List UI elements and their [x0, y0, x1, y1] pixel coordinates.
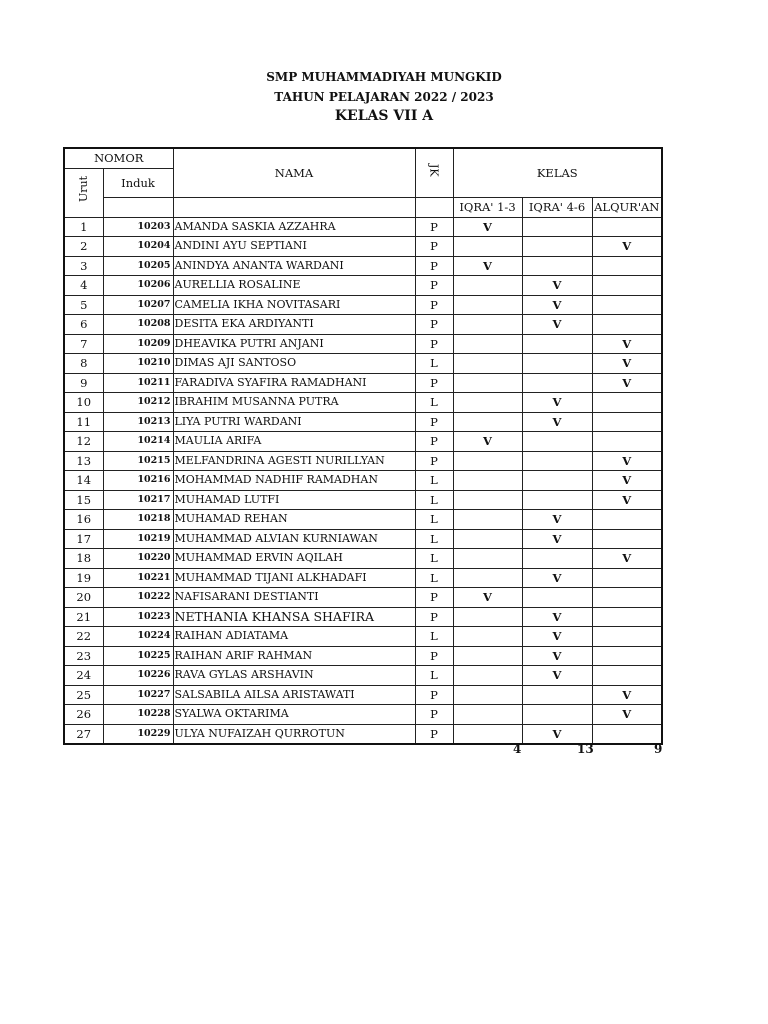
row-iqra-1-3 — [453, 568, 522, 588]
row-name: RAVA GYLAS ARSHAVIN — [173, 666, 415, 686]
school-name: SMP MUHAMMADIYAH MUNGKID — [266, 70, 502, 84]
table-row — [64, 412, 662, 432]
row-iqra-4-6 — [522, 217, 592, 237]
row-gender: P — [415, 373, 453, 393]
header-nomor: NOMOR — [64, 148, 173, 169]
row-iqra-4-6 — [522, 237, 592, 257]
row-iqra-4-6 — [522, 334, 592, 354]
row-name: AMANDA SASKIA AZZAHRA — [173, 217, 415, 237]
table-row — [64, 373, 662, 393]
row-induk: 10216 — [103, 471, 173, 491]
row-induk: 10222 — [103, 588, 173, 608]
row-gender: P — [415, 412, 453, 432]
row-gender: P — [415, 588, 453, 608]
row-iqra-1-3 — [453, 627, 522, 647]
row-iqra-4-6 — [522, 705, 592, 725]
row-name: AURELLIA ROSALINE — [173, 276, 415, 296]
row-iqra-1-3 — [453, 334, 522, 354]
row-iqra-4-6 — [522, 471, 592, 491]
row-name: RAIHAN ADIATAMA — [173, 627, 415, 647]
row-gender: P — [415, 334, 453, 354]
row-induk: 10209 — [103, 334, 173, 354]
row-number: 17 — [64, 529, 103, 549]
row-iqra-4-6 — [522, 588, 592, 608]
table-row — [64, 217, 662, 237]
row-number: 14 — [64, 471, 103, 491]
row-alquran: V — [592, 237, 662, 257]
row-induk: 10208 — [103, 315, 173, 335]
table-row — [64, 490, 662, 510]
row-gender: L — [415, 666, 453, 686]
row-name: MUHAMMAD ALVIAN KURNIAWAN — [173, 529, 415, 549]
row-name: DHEAVIKA PUTRI ANJANI — [173, 334, 415, 354]
row-alquran: V — [592, 451, 662, 471]
row-gender: L — [415, 549, 453, 569]
row-induk: 10227 — [103, 685, 173, 705]
row-iqra-4-6: V — [522, 412, 592, 432]
row-alquran — [592, 295, 662, 315]
row-induk: 10229 — [103, 724, 173, 744]
row-iqra-1-3 — [453, 666, 522, 686]
header-blank-nama — [173, 198, 415, 218]
row-gender: L — [415, 393, 453, 413]
row-iqra-1-3 — [453, 393, 522, 413]
row-induk: 10206 — [103, 276, 173, 296]
row-name: MOHAMMAD NADHIF RAMADHAN — [173, 471, 415, 491]
row-gender: L — [415, 510, 453, 530]
row-alquran: V — [592, 490, 662, 510]
row-iqra-4-6: V — [522, 529, 592, 549]
row-iqra-4-6: V — [522, 315, 592, 335]
row-gender: P — [415, 705, 453, 725]
row-alquran — [592, 627, 662, 647]
row-induk: 10224 — [103, 627, 173, 647]
row-gender: L — [415, 529, 453, 549]
row-gender: P — [415, 607, 453, 627]
row-name: NETHANIA KHANSA SHAFIRA — [173, 607, 415, 627]
row-alquran: V — [592, 334, 662, 354]
row-name: SYALWA OKTARIMA — [173, 705, 415, 725]
row-gender: P — [415, 451, 453, 471]
header-nama: NAMA — [173, 148, 415, 198]
row-iqra-4-6 — [522, 685, 592, 705]
row-gender: L — [415, 568, 453, 588]
row-name: FARADIVA SYAFIRA RAMADHANI — [173, 373, 415, 393]
row-number: 11 — [64, 412, 103, 432]
row-iqra-4-6 — [522, 373, 592, 393]
table-row — [64, 529, 662, 549]
row-number: 13 — [64, 451, 103, 471]
row-number: 6 — [64, 315, 103, 335]
row-alquran — [592, 724, 662, 744]
class-title: KELAS VII A — [334, 108, 434, 124]
row-induk: 10214 — [103, 432, 173, 452]
row-number: 19 — [64, 568, 103, 588]
row-induk: 10215 — [103, 451, 173, 471]
row-name: MAULIA ARIFA — [173, 432, 415, 452]
row-induk: 10221 — [103, 568, 173, 588]
row-induk: 10225 — [103, 646, 173, 666]
row-alquran — [592, 568, 662, 588]
table-row — [64, 724, 662, 744]
row-name: DIMAS AJI SANTOSO — [173, 354, 415, 374]
row-alquran — [592, 432, 662, 452]
header-urut — [64, 169, 103, 218]
row-gender: P — [415, 646, 453, 666]
row-induk: 10203 — [103, 217, 173, 237]
row-alquran — [592, 276, 662, 296]
row-iqra-4-6: V — [522, 295, 592, 315]
header-urut-label: Urut — [77, 175, 91, 202]
student-table — [63, 147, 663, 745]
header-kelas: KELAS — [453, 148, 662, 198]
row-iqra-1-3 — [453, 412, 522, 432]
row-iqra-1-3 — [453, 724, 522, 744]
row-iqra-4-6: V — [522, 627, 592, 647]
row-name: DESITA EKA ARDIYANTI — [173, 315, 415, 335]
row-name: MUHAMMAD TIJANI ALKHADAFI — [173, 568, 415, 588]
row-induk: 10211 — [103, 373, 173, 393]
table-row — [64, 354, 662, 374]
row-alquran — [592, 315, 662, 335]
row-name: MELFANDRINA AGESTI NURILLYAN — [173, 451, 415, 471]
total-alquran: 9 — [654, 742, 663, 756]
header-jk — [415, 148, 453, 198]
row-iqra-1-3 — [453, 373, 522, 393]
row-iqra-1-3 — [453, 237, 522, 257]
row-alquran — [592, 529, 662, 549]
row-iqra-1-3 — [453, 295, 522, 315]
row-number: 26 — [64, 705, 103, 725]
row-name: MUHAMAD REHAN — [173, 510, 415, 530]
row-alquran — [592, 607, 662, 627]
table-row — [64, 393, 662, 413]
table-row — [64, 432, 662, 452]
row-number: 21 — [64, 607, 103, 627]
row-induk: 10210 — [103, 354, 173, 374]
row-number: 22 — [64, 627, 103, 647]
row-name: IBRAHIM MUSANNA PUTRA — [173, 393, 415, 413]
row-alquran: V — [592, 549, 662, 569]
row-alquran — [592, 393, 662, 413]
header-blank-induk — [103, 198, 173, 218]
row-number: 25 — [64, 685, 103, 705]
row-induk: 10212 — [103, 393, 173, 413]
table-row — [64, 471, 662, 491]
row-gender: L — [415, 490, 453, 510]
row-iqra-1-3 — [453, 549, 522, 569]
table-row — [64, 276, 662, 296]
header-iqra-1-3: IQRA' 1-3 — [453, 198, 522, 218]
table-row — [64, 627, 662, 647]
table-row — [64, 256, 662, 276]
row-alquran — [592, 666, 662, 686]
row-iqra-1-3: V — [453, 432, 522, 452]
table-row — [64, 607, 662, 627]
header-alquran: ALQUR'AN — [592, 198, 662, 218]
row-iqra-4-6: V — [522, 607, 592, 627]
table-row — [64, 705, 662, 725]
total-iqra-1-3: 4 — [513, 742, 522, 756]
row-number: 16 — [64, 510, 103, 530]
header-jk-label: JK — [427, 164, 441, 177]
row-induk: 10220 — [103, 549, 173, 569]
row-gender: P — [415, 685, 453, 705]
row-iqra-4-6: V — [522, 666, 592, 686]
row-iqra-4-6 — [522, 432, 592, 452]
row-name: LIYA PUTRI WARDANI — [173, 412, 415, 432]
row-iqra-4-6: V — [522, 510, 592, 530]
row-induk: 10219 — [103, 529, 173, 549]
row-iqra-4-6 — [522, 256, 592, 276]
row-alquran: V — [592, 373, 662, 393]
row-iqra-1-3 — [453, 315, 522, 335]
row-name: NAFISARANI DESTIANTI — [173, 588, 415, 608]
row-alquran: V — [592, 354, 662, 374]
row-iqra-1-3 — [453, 471, 522, 491]
row-gender: P — [415, 217, 453, 237]
table-row — [64, 666, 662, 686]
row-gender: P — [415, 237, 453, 257]
row-iqra-4-6: V — [522, 646, 592, 666]
row-number: 3 — [64, 256, 103, 276]
row-gender: P — [415, 295, 453, 315]
row-iqra-1-3 — [453, 510, 522, 530]
row-number: 10 — [64, 393, 103, 413]
table-row — [64, 295, 662, 315]
row-iqra-1-3 — [453, 276, 522, 296]
header-blank-jk — [415, 198, 453, 218]
row-iqra-4-6: V — [522, 568, 592, 588]
row-name: ULYA NUFAIZAH QURROTUN — [173, 724, 415, 744]
row-name: MUHAMMAD ERVIN AQILAH — [173, 549, 415, 569]
row-iqra-1-3 — [453, 354, 522, 374]
row-gender: P — [415, 432, 453, 452]
row-gender: L — [415, 471, 453, 491]
row-name: ANDINI AYU SEPTIANI — [173, 237, 415, 257]
row-gender: P — [415, 256, 453, 276]
row-iqra-1-3 — [453, 685, 522, 705]
header-induk: Induk — [103, 169, 173, 198]
row-iqra-4-6 — [522, 451, 592, 471]
row-number: 12 — [64, 432, 103, 452]
table-row — [64, 588, 662, 608]
row-iqra-1-3 — [453, 451, 522, 471]
row-alquran: V — [592, 471, 662, 491]
row-alquran — [592, 510, 662, 530]
row-induk: 10223 — [103, 607, 173, 627]
row-name: SALSABILA AILSA ARISTAWATI — [173, 685, 415, 705]
row-gender: L — [415, 627, 453, 647]
row-number: 1 — [64, 217, 103, 237]
row-iqra-1-3 — [453, 529, 522, 549]
row-iqra-4-6 — [522, 549, 592, 569]
row-alquran — [592, 217, 662, 237]
row-iqra-1-3 — [453, 490, 522, 510]
row-iqra-1-3 — [453, 705, 522, 725]
row-number: 9 — [64, 373, 103, 393]
table-row — [64, 451, 662, 471]
header-iqra-4-6: IQRA' 4-6 — [522, 198, 592, 218]
row-induk: 10213 — [103, 412, 173, 432]
row-number: 8 — [64, 354, 103, 374]
row-alquran: V — [592, 705, 662, 725]
row-name: MUHAMAD LUTFI — [173, 490, 415, 510]
row-iqra-4-6: V — [522, 724, 592, 744]
row-iqra-4-6: V — [522, 276, 592, 296]
row-induk: 10217 — [103, 490, 173, 510]
row-induk: 10205 — [103, 256, 173, 276]
row-induk: 10228 — [103, 705, 173, 725]
row-number: 27 — [64, 724, 103, 744]
row-number: 23 — [64, 646, 103, 666]
row-number: 5 — [64, 295, 103, 315]
row-alquran — [592, 646, 662, 666]
row-induk: 10204 — [103, 237, 173, 257]
row-iqra-1-3: V — [453, 588, 522, 608]
row-alquran — [592, 256, 662, 276]
row-gender: P — [415, 315, 453, 335]
row-alquran: V — [592, 685, 662, 705]
row-gender: L — [415, 354, 453, 374]
row-induk: 10226 — [103, 666, 173, 686]
row-induk: 10207 — [103, 295, 173, 315]
table-row — [64, 549, 662, 569]
row-iqra-4-6 — [522, 490, 592, 510]
row-name: ANINDYA ANANTA WARDANI — [173, 256, 415, 276]
academic-year: TAHUN PELAJARAN 2022 / 2023 — [274, 90, 494, 104]
row-iqra-1-3 — [453, 646, 522, 666]
table-row — [64, 334, 662, 354]
row-iqra-4-6 — [522, 354, 592, 374]
row-iqra-1-3: V — [453, 217, 522, 237]
row-number: 18 — [64, 549, 103, 569]
table-row — [64, 510, 662, 530]
table-row — [64, 685, 662, 705]
table-row — [64, 646, 662, 666]
row-number: 7 — [64, 334, 103, 354]
row-alquran — [592, 588, 662, 608]
row-number: 15 — [64, 490, 103, 510]
row-number: 20 — [64, 588, 103, 608]
table-row — [64, 315, 662, 335]
table-row — [64, 568, 662, 588]
row-iqra-1-3 — [453, 607, 522, 627]
row-name: RAIHAN ARIF RAHMAN — [173, 646, 415, 666]
row-induk: 10218 — [103, 510, 173, 530]
row-iqra-4-6: V — [522, 393, 592, 413]
row-iqra-1-3: V — [453, 256, 522, 276]
row-number: 2 — [64, 237, 103, 257]
total-iqra-4-6: 13 — [577, 742, 594, 756]
row-alquran — [592, 412, 662, 432]
row-gender: P — [415, 724, 453, 744]
row-gender: P — [415, 276, 453, 296]
table-row — [64, 237, 662, 257]
row-name: CAMELIA IKHA NOVITASARI — [173, 295, 415, 315]
row-number: 24 — [64, 666, 103, 686]
row-number: 4 — [64, 276, 103, 296]
